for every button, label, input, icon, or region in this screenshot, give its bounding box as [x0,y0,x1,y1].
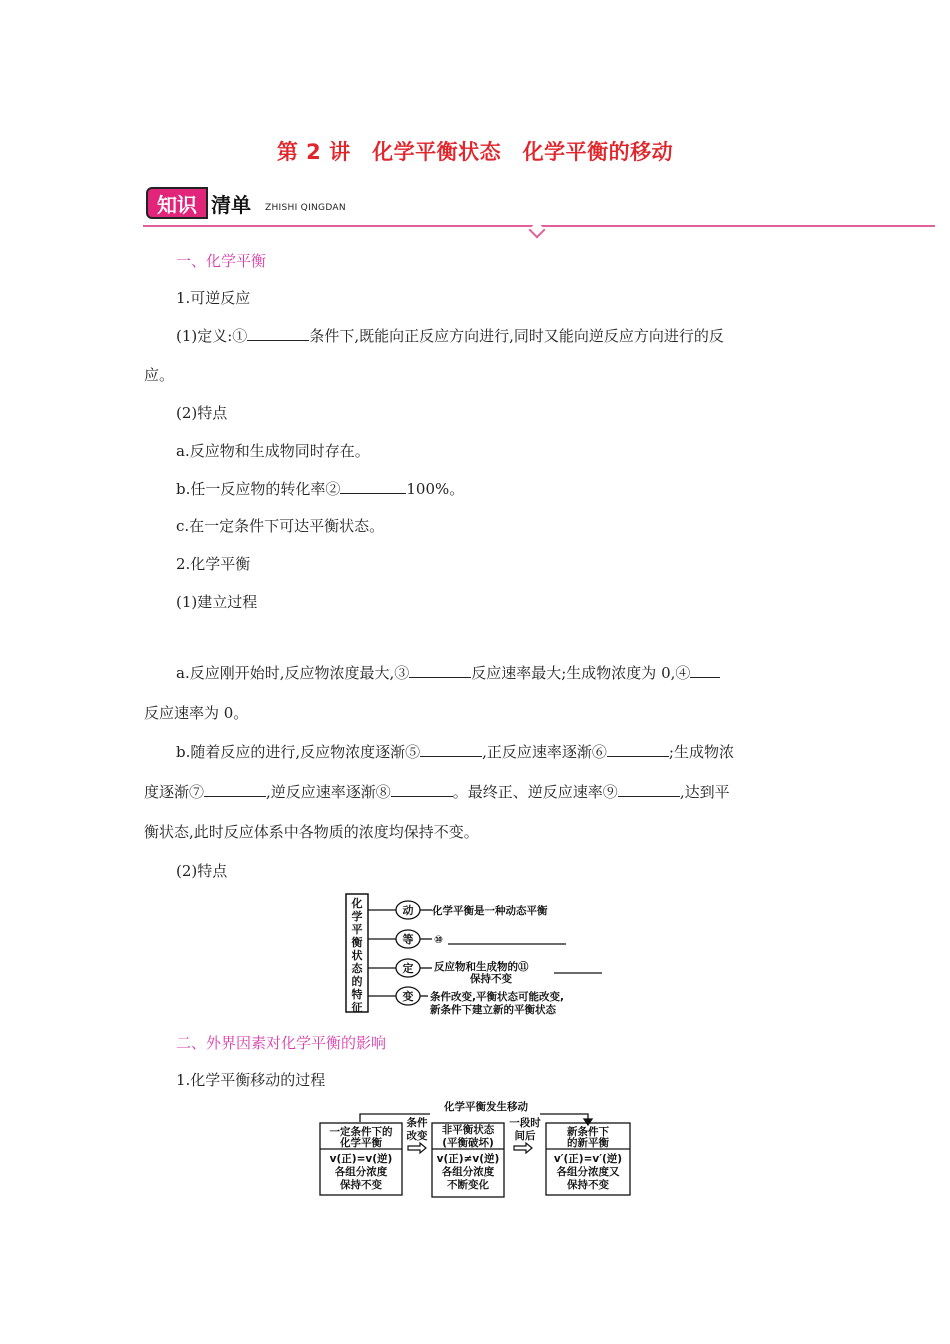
features-label-2: (2)特点 [176,862,228,880]
subheading-reversible: 1.可逆反应 [176,289,251,307]
side-char-0: 化 [351,897,363,910]
process-b-text3: ;生成物浓 [668,743,734,761]
box3-bottom-1: 各组分浓度又 [556,1166,620,1178]
section-heading-factors: 二、外界因素对化学平衡的影响 [176,1034,387,1052]
process-b-line3: 衡状态,此时反应体系中各物质的浓度均保持不变。 [144,823,479,841]
blank-5[interactable] [420,742,482,757]
definition-text-a: (1)定义:① [176,327,248,345]
process-b-text5: ,逆反应速率逐渐⑧ [266,783,391,801]
feature-b-text: b.任一反应物的转化率② [176,480,341,498]
box2-bottom-0: v(正)≠v(逆) [436,1153,500,1165]
box1-bottom-0: v(正)=v(逆) [329,1153,393,1165]
side-char-2: 平 [351,923,363,936]
side-char-3: 衡 [351,936,363,949]
subheading-shift-process: 1.化学平衡移动的过程 [176,1071,326,1089]
feature-text-equal: ⑩ [434,934,443,946]
feature-text-fixed-2: 保持不变 [470,973,512,985]
process-b-line1 [176,742,734,762]
equilibrium-shift-diagram [318,1098,634,1200]
side-char-4: 状 [351,949,363,962]
feature-key-equal: 等 [402,933,414,946]
feature-text-dynamic: 化学平衡是一种动态平衡 [432,905,548,917]
feature-key-change: 变 [402,990,414,1003]
box1-bottom-1: 各组分浓度 [334,1166,388,1178]
feature-b-end: 100%。 [406,480,465,498]
process-a-line2: 反应速率为 0。 [144,704,249,722]
shift-top-label: 化学平衡发生移动 [444,1101,528,1113]
process-a-text1: a.反应刚开始时,反应物浓度最大,③ [176,664,410,682]
process-b-text7: ,达到平 [679,783,730,801]
process-a-line1 [176,663,720,683]
blank-3[interactable] [409,663,471,678]
section-heading-equilibrium: 一、化学平衡 [176,252,267,270]
side-char-8: 征 [351,1001,363,1014]
blank-8[interactable] [391,782,453,797]
feature-key-dynamic: 动 [402,904,414,917]
blank-1[interactable] [247,326,309,341]
right-arrow-icon [514,1143,532,1153]
equilibrium-features-diagram [340,890,610,1020]
arrow2-label-1: 间后 [514,1130,536,1142]
arrow1-label-1: 改变 [406,1130,428,1142]
box3-top-1: 的新平衡 [567,1137,609,1149]
feature-text-change-2: 新条件下建立新的平衡状态 [430,1004,556,1016]
establish-process-label: (1)建立过程 [176,593,258,611]
subheading-equilibrium: 2.化学平衡 [176,555,251,573]
feature-a: a.反应物和生成物同时存在。 [176,442,370,460]
box3-top-0: 新条件下 [567,1126,609,1138]
side-char-7: 特 [351,988,363,1001]
blank-2[interactable] [340,479,406,494]
box3-bottom-0: v′(正)=v′(逆) [553,1153,623,1165]
box1-top-1: 化学平衡 [340,1137,382,1149]
box1-bottom-2: 保持不变 [340,1179,382,1191]
right-arrow-icon [408,1143,426,1153]
blank-6[interactable] [607,742,669,757]
box2-top-1: (平衡破坏) [442,1137,494,1149]
side-char-5: 态 [351,962,363,975]
feature-key-fixed: 定 [402,962,414,975]
definition-line-cont: 应。 [144,366,175,384]
feature-b [176,479,464,499]
feature-c: c.在一定条件下可达平衡状态。 [176,517,385,535]
side-char-1: 学 [351,910,363,923]
process-b-text1: b.随着反应的进行,反应物浓度逐渐⑤ [176,743,421,761]
definition-line [176,326,724,346]
arrow1-label-0: 条件 [406,1117,428,1129]
banner-pinyin-label: ZHISHI QINGDAN [265,203,346,213]
box2-bottom-2: 不断变化 [447,1179,489,1191]
banner-knowledge-label: 知识 [146,187,208,219]
box2-bottom-1: 各组分浓度 [441,1166,495,1178]
side-char-6: 的 [351,975,363,988]
arrow2-label-0: 一段时 [509,1117,541,1129]
process-b-text6: 。最终正、逆反应速率⑨ [452,783,618,801]
box2-top-0: 非平衡状态 [441,1124,495,1136]
process-b-text2: ,正反应速率逐渐⑥ [482,743,607,761]
process-b-line2 [144,782,730,802]
box3-bottom-2: 保持不变 [567,1179,609,1191]
box1-top-0: 一定条件下的 [329,1126,393,1138]
feature-text-change: 条件改变,平衡状态可能改变, [430,991,564,1003]
process-b-text4: 度逐渐⑦ [144,783,205,801]
process-a-text2: 反应速率最大;生成物浓度为 0,④ [471,664,691,682]
page-title: 第 2 讲 化学平衡状态 化学平衡的移动 [276,140,674,164]
blank-7[interactable] [204,782,266,797]
banner-list-label: 清单 [211,193,251,217]
blank-9[interactable] [618,782,680,797]
feature-text-fixed: 反应物和生成物的⑪ [434,961,529,973]
features-label: (2)特点 [176,404,228,422]
blank-4[interactable] [690,663,720,678]
definition-text-b: 条件下,既能向正反应方向进行,同时又能向逆反应方向进行的反 [309,327,724,345]
